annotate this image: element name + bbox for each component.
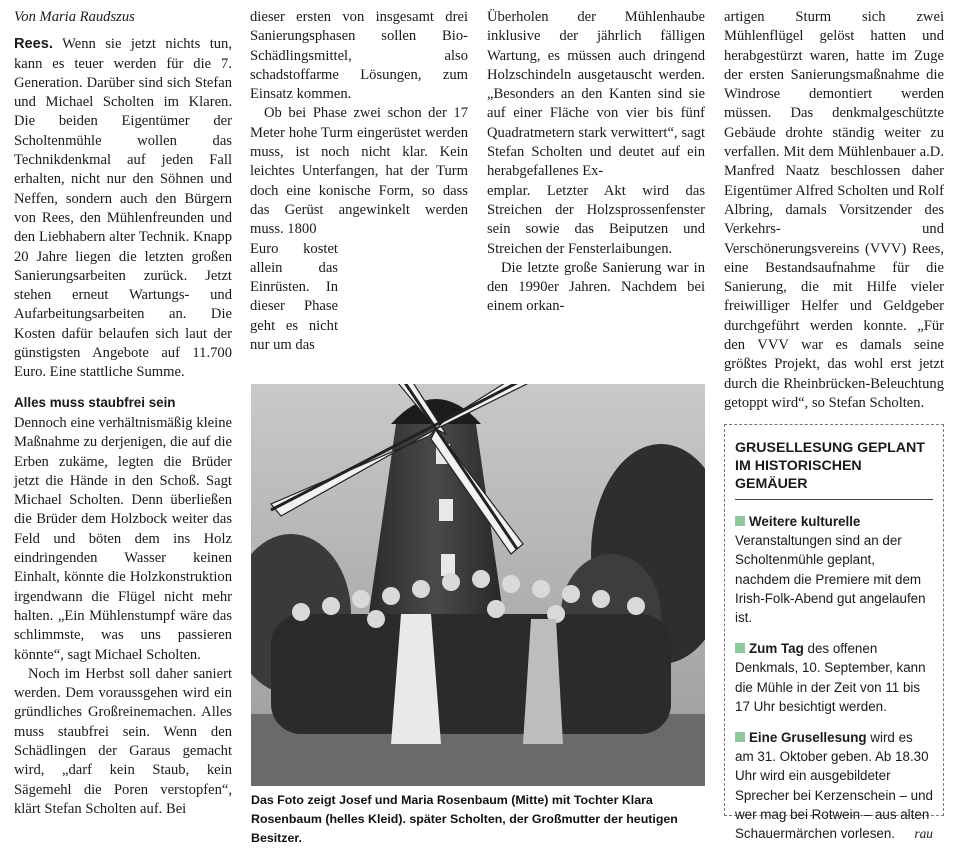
info-box-divider [735,499,933,500]
info-item [735,728,933,843]
lead-paragraph [14,35,232,382]
col3-paragraph-1: Überholen der Mühlenhaube inklusive der jährlich fälligen Wartung, es müssen auch dringend Holzschindeln ausgetauscht werden. „Besonders an den Kanten sind sie auf einer Fläche von vier bis fünf Quadratmetern stark verwittert“, sagt Stefan Scholten und deutet auf ein herabgefallenes Ex- [487,9,705,180]
bullet-square-icon [735,516,745,526]
info-item [735,512,933,627]
info-item-lead: Zum Tag [749,641,804,657]
article-column-1 [14,8,232,819]
info-item-text: wird es am 31. Oktober geben. Ab 18.30 Uhr wird ein ausgebildeter Sprecher bei Kerzenschein – und wer mag bei Rotwein – aus alten Schauermärchen vorlesen. [735,730,934,842]
author-signature: rau [914,826,933,842]
info-box [724,424,944,842]
col3-paragraph-2: Die letzte große Sanierung war in den 1990er Jahren. Nachdem bei einem orkan- [487,259,705,315]
info-item-lead: Weitere kulturelle [749,514,861,529]
bullet-square-icon [735,643,745,653]
article-column-3 [487,8,705,317]
col4-paragraph-1: artigen Sturm sich zwei Mühlenflügel gelöst hatten und herabgestürzt waren, hatte im Zuge der ersten Sanierungsmaßnahme die Windrose demontiert werden müssen. Das denkmalgeschützte Gebäude drohte ständig weiter zu verfallen. Mit dem Mühlenbauer a.D. Manfred Naatz beschlossen daher Eigentümer Alfred Scholten und Rolf Albring, damals Vorsitzender des Verkehrs- und Verschönerungsvereins (VVV) Rees, eine Bestandsaufnahme für die Sanierung, die mit Hilfe vieler freiwilliger Helfer und Geldgeber durchgeführt werden konnte. „Für den VVV war es damals seine größtes Projekt, das wohl erst jetzt durch die Rheinbrücken-Beleuchtung getoppt wird“, so Stefan Scholten. [724,9,944,411]
info-item-text: Veranstaltungen sind an der Scholtenmühle geplant, nachdem die Premiere mit dem Irish-Folk-Abend gut angelaufen ist. [735,533,926,626]
author-byline: Von Maria Raudszus [14,9,135,25]
col3-wrapped-text: emplar. Letzter Akt wird das Streichen der Holzsprossenfenster sein sowie das Beiputzen und Streichen der Fensterlaibungen. [487,182,705,257]
col2-wrapped-text: Euro kostet allein das Einrüsten. In dieser Phase geht es nicht nur um das [250,240,338,354]
article-column-2 [250,8,468,355]
windmill-photo [251,384,705,786]
paragraph-3: Noch im Herbst soll daher saniert werden. Dem voraussgehen wird ein gründliches Großreinemachen. Alles muss staubfrei sein. Wenn den Schädlingen der Garaus gemacht wird, „darf kein Staub, kein Sägemehl die Poren verstopfen“, klärt Stefan Scholten auf. Bei [14,665,232,817]
article-column-4 [724,8,944,413]
col2-paragraph-2: Ob bei Phase zwei schon der 17 Meter hohe Turm eingerüstet werden muss, ist noch nicht klar. Kein leichtes Unterfangen, hat der Turm doch eine konische Form, so dass das Gerüst angewinkelt werden muss. 1800 [250,105,468,238]
dateline: Rees. [14,36,53,53]
paragraph-2: Dennoch eine verhältnismäßig kleine Maßnahme zu derjenigen, die auf die Erben zukäme, legten die Brüder jetzt die Hände in den Schoß. Sagt Michael Scholten. Denn überließen die Brüder dem Holzbock weiter das Feld und böten dem ins Holz eindringenden Wasser keinen Einhalt, könnte die Holzkonstruktion irgendwann die Flügel nicht mehr halten. „Ein Mühlenstumpf wäre das schlimmste, was uns passieren könnte“, sagt Michael Scholten. [14,414,232,663]
info-item-lead: Eine Grusellesung [749,730,867,746]
bullet-square-icon [735,732,745,742]
info-item [735,639,933,716]
photo-caption: Das Foto zeigt Josef und Maria Rosenbaum (Mitte) mit Tochter Klara Rosenbaum (helles Kleid). später Scholten, der Großmutter der heutigen Besitzer. [251,793,678,845]
lead-text: Wenn sie jetzt nichts tun, kann es teuer werden für die 7. Generation. Darüber sind sich Stefan und Michael Scholten im Klaren. Die beiden Eigentümer der Scholtenmühle wollen das Technikdenkmal auf jeden Fall erhalten, nicht nur den Söhnen und Neffen, sondern auch den Bürgern von Rees, den Mühlenfreunden und den Liebhabern alter Technik. Knapp 20 Jahre liegen die letzten großen Sanierungsarbeiten zurück. Jetzt stehen erneut Wartungs- und Aufarbeitungsarbeiten an. Die Kosten dafür belaufen sich laut der günstigsten Angebote auf 11.700 Euro. Eine stattliche Summe. [14,36,232,381]
subheading: Alles muss staubfrei sein [14,394,176,410]
info-item-text: des offenen Denkmals, 10. September, kann die Mühle in der Zeit von 11 bis 17 Uhr besichtigt werden. [735,641,926,714]
info-box-title: GRUSELLESUNG GEPLANT IM HISTORISCHEN GEMÄUER [735,440,925,492]
col2-paragraph-1: dieser ersten von insgesamt drei Sanierungsphasen sollen Bio-Schädlingsmittel, also schadstoffarme Lösungen, zum Einsatz kommen. [250,9,468,103]
